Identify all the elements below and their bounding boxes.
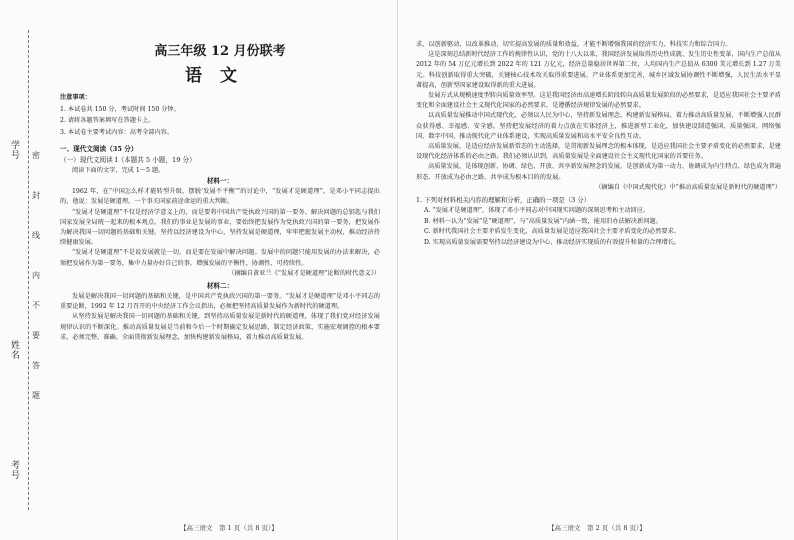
notes-heading: 注意事项： (60, 94, 91, 101)
reading-instruction: 阅读下面的文字，完成 1～5 题。 (72, 167, 165, 174)
material-paragraph: 以高质量发展推动中国式现代化，必须以人民为中心，坚持新发展理念，构建新发展格局，着力推动高质量发展，不断增强人民群众获得感、幸福感、安全感。坚持把发展经济的着力点放在实体经济上，推进新型工业化，加快建设制造强国、质量强国、网络强国、数字中国，推动现代化产业体系建设，实现高质量发展和高水平安全良性互动。 (416, 112, 781, 140)
left-content (60, 40, 380, 343)
page-footer: 【高三语文 第 1 页（共 8 页）】 (180, 524, 278, 532)
answer-option-b: B. 材料一认为“发展”是“硬道理”，与“高质量发展”内涵一致，能用旧办法解决新问题。 (424, 217, 662, 225)
seal-mark: 要 (32, 331, 40, 340)
binding-label-exam-no: 考号 (9, 460, 19, 480)
material-heading: 材料二： (206, 282, 234, 291)
material-heading: 材料一： (206, 177, 234, 186)
subsection-heading: （一）现代文阅读 I（本题共 5 小题，19 分） (60, 156, 196, 164)
seal-mark: 线 (32, 231, 40, 240)
seal-line (28, 30, 29, 510)
material-paragraph: 发展是解决我国一切问题的基础和关键，是中国共产党执政兴国的第一要务。“发展才是硬道理”是邓小平同志的重要论断，1992 年 12 月召开的中央经济工作会议指出，必须把坚持高质量发展作为新时代的硬道理。 (60, 293, 380, 311)
right-content (416, 40, 781, 248)
material-paragraph: 1962 年，在“中国怎么样才能转型升级，摆脱‘发展不平衡’”的讨论中，“发展才是硬道理”，是邓小平同志提出的，他说：发展是硬道理，一个事关国家前途命运的重大判断。 (60, 188, 380, 206)
material-paragraph: 高质量发展，是适应经济发展新常态的主动选择，是贯彻新发展理念的根本体现，是适应我国社会主要矛盾变化的必然要求，是建设现代化经济体系的必由之路。我们必须认识到，高质量发展是全面建设社会主义现代化国家的首要任务。 (416, 143, 781, 161)
answer-option-d: D. 实现高质量发展需要坚持以经济建设为中心，推动经济实现质的有效提升和量的合理增长。 (424, 238, 681, 246)
material-paragraph: 发展方式从规模速度型转向质量效率型。这是我国经济由高速增长阶段转向高质量发展阶段的必然要求，是适应我国社会主要矛盾变化和全面建设社会主义现代化国家的必然要求，是遵循经济规律发展的必然要求。 (416, 92, 781, 110)
answer-option-a: A. “发展才是硬道理”，体现了邓小平同志对中国现实问题的深刻思考和主动回应。 (424, 207, 650, 215)
note-item: 3. 本试卷主要考试内容：高考全部内容。 (60, 128, 174, 136)
material-paragraph: 这是深刻总结新时代经济工作的规律性认识，党的十八大以来，我国经济发展取得历史性成就、发生历史性变革，国内生产总值从 2012 年的 54 万亿元增长到 2022 年的 121 万亿元，经济总量稳居世界第二位，人均国内生产总值从 6300 美元增长到 1.27 万美元。科技创新取得重大突破，关键核心技术攻关取得重要进展，产业体系更加完善，城乡区域发展协调性不断增强，人民生活水平显著提高，创新型国家建设取得新的重大进展。 (416, 51, 781, 89)
page-footer: 【高三语文 第 2 页（共 8 页）】 (548, 524, 646, 532)
material-paragraph: 从坚持发展是解决我国一切问题的基础和关键，到坚持高质量发展是新时代的硬道理，体现了我们党对经济发展规律认识的不断深化。推动高质量发展是当前和今后一个时期确定发展思路、制定经济政策、实施宏观调控的根本要求，必须完整、准确、全面贯彻新发展理念，加快构建新发展格局，着力推动高质量发展。 (60, 313, 380, 341)
right-page (397, 0, 794, 540)
section-heading: 一、现代文阅读（35 分） (60, 145, 138, 153)
binding-margin (0, 0, 42, 540)
seal-mark: 封 (32, 191, 40, 200)
seal-mark: 题 (32, 391, 40, 400)
seal-mark: 密 (32, 151, 40, 160)
question-stem: 1. 下列对材料相关内容的理解和分析，正确的一项是（3 分） (416, 196, 590, 205)
material-paragraph: 高质量发展，是体现创新、协调、绿色、开放、共享新发展理念的发展，是创新成为第一动力、协调成为内生特点、绿色成为普遍形态、开放成为必由之路、共享成为根本目的的发展。 (416, 163, 781, 181)
seal-mark: 内 (32, 271, 40, 280)
seal-mark: 答 (32, 361, 40, 370)
note-item: 1. 本试卷共 150 分，考试时间 150 分钟。 (60, 105, 180, 113)
material-source: （摘编自黄亚兰《“发展才是硬道理”论断的时代意义》） (228, 269, 380, 277)
note-item: 2. 请将各题答案填写在答题卡上。 (60, 117, 155, 124)
material-paragraph: “发展才是硬道理”不是说发展就是一切，而是要在发展中解决问题。发展中的问题只能用发展的办法来解决，必须把发展作为第一要务，集中力量办好自己的事，增强发展的平衡性、协调性、可持续性。 (60, 249, 380, 267)
seal-mark: 不 (32, 301, 40, 310)
material-paragraph: 求，以创新驱动、以改革推动，切实提高发展的质量和效益，才能不断增强我国的经济实力、科技实力和综合国力。 (416, 41, 732, 48)
exam-title: 高三年级 12 月份联考 (154, 44, 286, 59)
binding-label-name: 姓名 (9, 340, 19, 360)
material-paragraph: “发展才是硬道理”不仅是经济学意义上的，而是要将中国共产党执政兴国的第一要务、解决问题的总钥匙与我们国家发展全局统一起来的根本观点。我们的事业是发展的事业，要始终把发展作为党执政兴国的第一要务，把发展作为解决我国一切问题的基础和关键。坚持以经济建设为中心，坚持发展是硬道理，牢牢把握发展主动权，推动经济持续健康发展。 (60, 208, 380, 247)
answer-option-c: C. 新时代我国社会主要矛盾发生变化，高质量发展是适应我国社会主要矛盾变化的必然要求。 (424, 228, 680, 236)
material-source: （摘编自《中国式现代化》中“推动高质量发展是新时代的硬道理”） (595, 183, 781, 191)
binding-label-id: 学号 (9, 140, 19, 160)
exam-subject: 语文 (185, 66, 255, 86)
exam-notes (60, 92, 380, 138)
